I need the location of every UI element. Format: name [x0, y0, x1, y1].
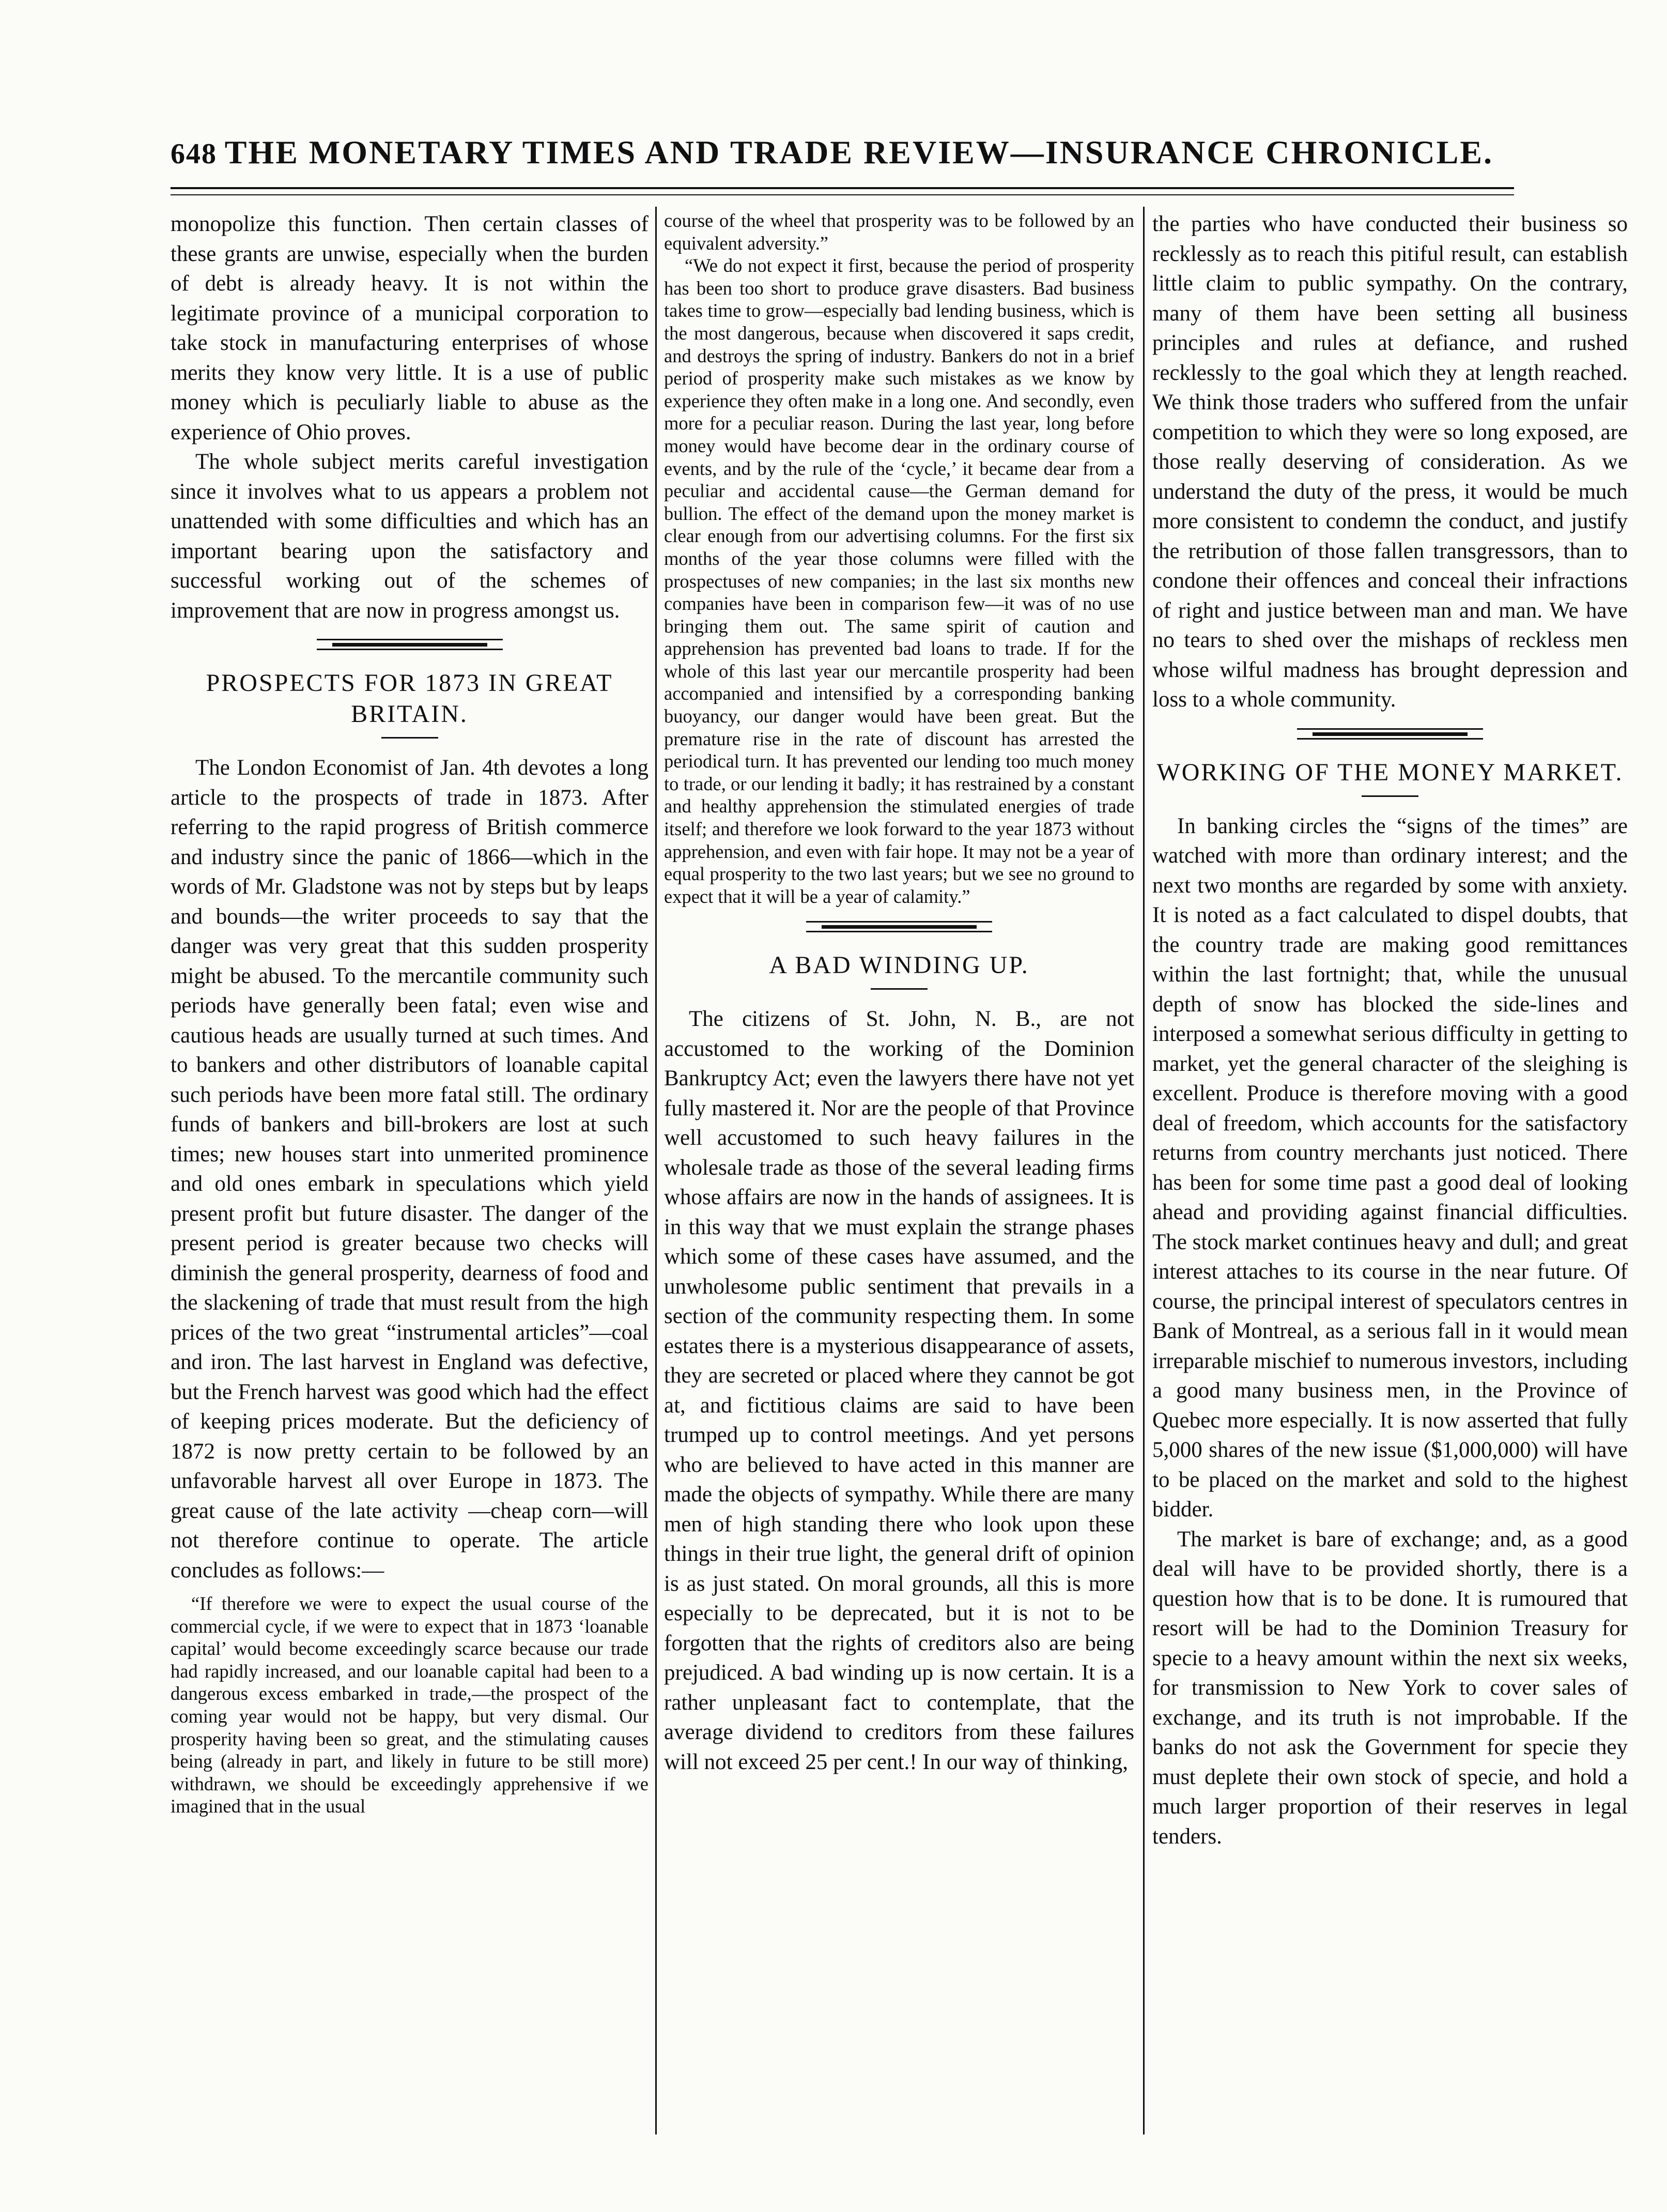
section-ornament-rule	[317, 639, 503, 650]
article-heading: A BAD WINDING UP.	[769, 951, 1029, 979]
column-3	[1152, 209, 1628, 2145]
paragraph: The whole subject merits careful investigation since it involves what to us appears a problem not unattended with some difficulties and which has an important bearing upon the satisfactory and successful working out of the schemes of improvement that are now in progress amongst us.	[171, 450, 649, 623]
article-heading: PROSPECTS FOR 1873 IN GREAT BRITAIN.	[206, 669, 613, 728]
paragraph: the parties who have conducted their business so recklessly as to reach this pitiful result, can establish little claim to public sympathy. On the contrary, many of them have been setting all business principles and rules at defiance, and rushed recklessly to the goal which they at length reached. We think those traders who suffered from the unfair competition to which they were so long exposed, are those really deserving of consideration. As we understand the duty of the press, it would be much more consistent to condemn the conduct, and justify the retribution of those fallen transgressors, than to condone their offences and conceal their infractions of right and justice between man and man. We have no tears to shed over the mishaps of reckless men whose wilful madness has brought depression and loss to a whole community.	[1152, 212, 1628, 712]
paragraph: In banking circles the “signs of the times” are watched with more than ordinary interest; and the next two months are regarded by some with anxiety. It is noted as a fact calculated to dispel doubts, that the country trade are making good remittances within the last fortnight; that, while the unusual depth of snow has blocked the side-lines and interposed a somewhat serious difficulty in getting to market, yet the general character of the sleighing is excellent. Produce is therefore moving with a good deal of freedom, which accounts for the satisfactory returns from country merchants just noticed. There has been for some time past a good deal of looking ahead and providing against financial difficulties. The stock market continues heavy and dull; and great interest attaches to its course in the near future. Of course, the principal interest of speculators centres in Bank of Montreal, as a serious fall in it would mean irreparable mischief to numerous investors, including a good many business men, in the Province of Quebec more especially. It is now asserted that fully 5,000 shares of the new issue ($1,000,000) will have to be placed on the market and sold to the highest bidder.	[1152, 813, 1628, 1522]
page-number: 648	[171, 138, 217, 170]
publication-title: THE MONETARY TIMES AND TRADE REVIEW—INSURANCE CHRONICLE.	[224, 134, 1493, 171]
paragraph: The market is bare of exchange; and, as a good deal will have to be provided shortly, there is a question how that is to be done. It is rumoured that resort will be had to the Dominion Treasury for specie to a heavy amount within the next six weeks, for transmission to New York to cover sales of exchange, and its truth is not improbable. If the banks do not ask the Government for specie they must deplete their own stock of specie, and hold a much larger proportion of their reserves in legal tenders.	[1152, 1527, 1628, 1849]
column-2	[664, 209, 1134, 2145]
section-ornament-rule	[806, 921, 992, 932]
paragraph: monopolize this function. Then certain classes of these grants are unwise, especially when the burden of debt is already heavy. It is not within the legitimate province of a municipal corporation to take stock in manufacturing enterprises of whose merits they know very little. It is a use of public money which is peculiarly liable to abuse as the experience of Ohio proves.	[171, 212, 649, 444]
article-heading: WORKING OF THE MONEY MARKET.	[1156, 758, 1624, 786]
quoted-paragraph: course of the wheel that prosperity was to be followed by an equivalent adversity.”	[664, 210, 1134, 254]
paragraph: The London Economist of Jan. 4th devotes a long article to the prospects of trade in 1873. After referring to the rapid progress of British commerce and industry since the panic of 1866—which in the words of Mr. Gladstone was not by steps but by leaps and bounds—the writer proceeds to say that the danger was very great that this sudden prosperity might be abused. To the mercantile community such periods have generally been fatal; even wise and cautious heads are usually turned at such times. And to bankers and other distributors of loanable capital such periods have been more fatal still. The ordinary funds of bankers and bill-brokers are lost at such times; new houses start into unmerited prominence and old ones embark in speculations which yield present profit but future disaster. The danger of the present period is greater because two checks will diminish the general prosperity, dearness of food and the slackening of trade that must result from the high prices of the two great “instrumental articles”—coal and iron. The last harvest in England was defective, but the French harvest was good which had the effect of keeping prices moderate. But the deficiency of 1872 is now pretty certain to be followed by an unfavorable harvest all over Europe in 1873. The great cause of the late activity —cheap corn—will not therefore continue to operate. The article concludes as follows:—	[171, 756, 649, 1583]
header-rule	[171, 187, 1514, 189]
heading-dash	[381, 737, 438, 739]
heading-dash	[871, 988, 928, 990]
section-ornament-rule	[1297, 728, 1483, 740]
header-rule-thin	[171, 194, 1514, 195]
column-divider	[655, 207, 657, 2134]
paragraph: The citizens of St. John, N. B., are not accustomed to the working of the Dominion Bankruptcy Act; even the lawyers there have not yet fully mastered it. Nor are the people of that Province well accustomed to such heavy failures in the wholesale trade as those of the several leading firms whose affairs are now in the hands of assignees. It is in this way that we must explain the strange phases which some of these cases have assumed, and the unwholesome public sentiment that prevails in a section of the community respecting them. In some estates there is a mysterious disappearance of assets, they are secreted or placed where they cannot be got at, and fictitious claims are said to have been trumped up to control meetings. And yet persons who are believed to have acted in this manner are made the objects of sympathy. While there are many men of high standing there who look upon these things in their true light, the general drift of opinion is as just stated. On moral grounds, all this is more especially to be deprecated, but it is not to be forgotten that the rights of creditors also are being prejudiced. A bad winding up is now certain. It is a rather unpleasant fact to contemplate, that the average dividend to creditors from these failures will not exceed 25 per cent.! In our way of thinking,	[664, 1007, 1134, 1774]
quoted-paragraph: “We do not expect it first, because the period of prosperity has been too short to produce grave disasters. Bad business takes time to grow—especially bad lending business, which is the most dangerous, because when discovered it saps credit, and destroys the spring of industry. Bankers do not in a brief period of prosperity make such mistakes as we know by experience they often make in a long one. And secondly, even more for a peculiar reason. During the last year, long before money would have become dear in the ordinary course of events, and by the rule of the ‘cycle,’ it became dear from a peculiar and accidental cause—the German demand for bullion. The effect of the demand upon the money market is clear enough from our advertising columns. For the first six months of the year those columns were filled with the prospectuses of new companies; in the last six months new companies have been in comparison few—it was of no use bringing them out. The same spirit of caution and apprehension has prevented bad loans to trade. If for the whole of this last year our mercantile prosperity had been accompanied and intensified by a corresponding banking buoyancy, our danger would have been great. But the premature rise in the rate of discount has arrested the periodical turn. It has prevented our lending too much money to trade, or our lending it badly; it has restrained by a constant and healthy apprehension the stimulated energies of trade itself; and therefore we look forward to the year 1873 without apprehension, and even with fair hope. It may not be a year of equal prosperity to the two last years; but we see no ground to expect that it will be a year of calamity.”	[664, 255, 1134, 907]
running-header	[171, 133, 1493, 180]
heading-dash	[1362, 795, 1418, 797]
quoted-paragraph: “If therefore we were to expect the usual course of the commercial cycle, if we were to expect that in 1873 ‘loanable capital’ would become exceedingly scarce because our trade had rapidly increased, and our loanable capital had been to a dangerous excess embarked in trade,—the prospect of the coming year would not be happy, but very dismal. Our prosperity having been so great, and the stimulating causes being (already in part, and likely in future to be still more) withdrawn, we should be exceedingly apprehensive if we imagined that in the usual	[171, 1593, 649, 1817]
column-1	[171, 209, 649, 2145]
column-divider	[1143, 207, 1145, 2134]
